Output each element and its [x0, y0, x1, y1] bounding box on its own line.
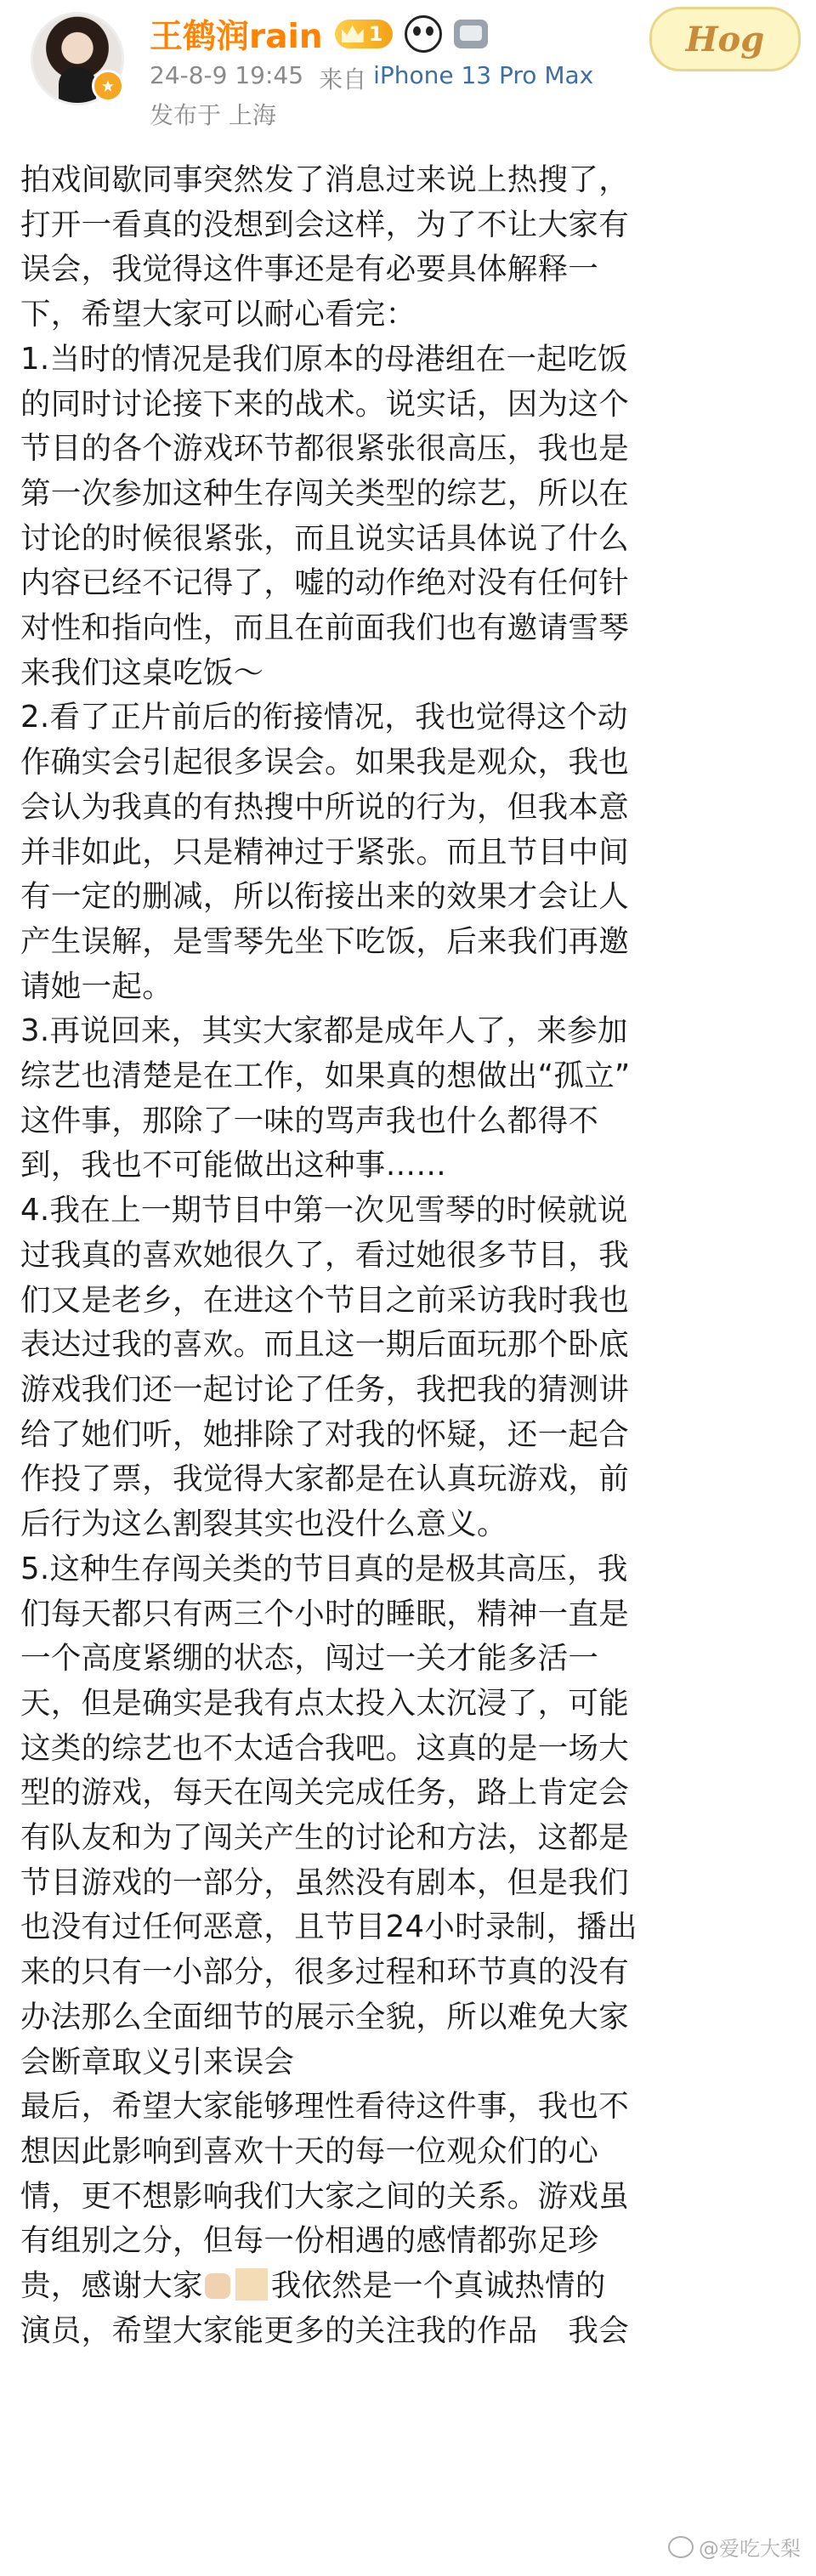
avatar-container[interactable]: [31, 12, 124, 105]
decorative-sticker: Hog: [649, 7, 801, 71]
paragraph-point-5: 5.这种生存闯关类的节目真的是极其高压，我 们每天都只有两三个小时的睡眠，精神一直是 一个高度紧绷的状态，闯过一关才能多活一 天，但是确实是我有点太投入太沉浸了，可能 这类的综艺也不太适合我吧。这真的是一场大 型的游戏，每天在闯关完成任务，路上肯定会 有队友和为了闯关产生的讨论和方法，这都是 节目游戏的一部分，虽然没有剧本，但是我们 也没有过任何恶意，且节目24小时录制，播出 来的只有一小部分，很多过程和环节真的没有 办法那么全面细节的展示全貌，所以难免大家 会断章取义引来误会: [20, 1551, 638, 2080]
watermark: [668, 2532, 801, 2562]
panda-icon[interactable]: [405, 15, 442, 53]
closing-text-c: 演员，希望大家能更多的关注我的作品: [20, 2312, 538, 2348]
closing-text-b: 我依然是一个真诚热情的: [270, 2268, 606, 2304]
closing-text-a: 贵，感谢大家: [20, 2268, 203, 2304]
paragraph-point-4: 4.我在上一期节目中第一次见雪琴的时候就说 过我真的喜欢她很久了，看过她很多节目，我 们又是老乡，在进这个节目之前采访我时我也 表达过我的喜欢。而且这一期后面玩那个卧底 游戏我们还一起讨论了任务，我把我的猜测讲 给了她们听，她排除了对我的怀疑，还一起合 作投了票，我觉得大家都是在认真玩游戏，前 后行为这么割裂其实也没什么意义。: [20, 1193, 630, 1542]
crown-icon: [342, 26, 364, 43]
paragraph-closing: [20, 2264, 797, 2353]
weibo-logo-icon: [668, 2536, 694, 2558]
post-location: 发布于 上海: [150, 101, 276, 129]
paragraph-point-3: 3.再说回来，其实大家都是成年人了，来参加 综艺也清楚是在工作，如果真的想做出“孤立” 这件事，那除了一味的骂声我也什么都得不 到，我也不可能做出这种事……: [20, 1013, 631, 1183]
source-prefix: 来自: [319, 65, 367, 94]
username[interactable]: 王鹤润rain: [150, 18, 323, 56]
paragraph-point-2: 2.看了正片前后的衔接情况，我也觉得这个动 作确实会引起很多误会。如果我是观众，我也 会认为我真的有热搜中所说的行为，但我本意 并非如此，只是精神过于紧张。而且节目中间 有一定的删减，所以衔接出来的效果才会让人 产生误解，是雪琴先坐下吃饭，后来我们再邀 请她一起。: [20, 700, 630, 1004]
level-badge[interactable]: [335, 20, 394, 48]
device-link[interactable]: iPhone 13 Pro Max: [373, 61, 594, 89]
post-meta: [150, 61, 593, 95]
level-number: 1: [368, 22, 383, 46]
paragraph-intro: 拍戏间歇同事突然发了消息过来说上热搜了， 打开一看真的没想到会这样，为了不让大家有 误会，我觉得这件事还是有必要具体解释一 下，希望大家可以耐心看完：: [20, 162, 630, 332]
paragraph-point-1: 1.当时的情况是我们原本的母港组在一起吃饭 的同时讨论接下来的战术。说实话，因为这个 节目的各个游戏环节都很紧张很高压，我也是 第一次参加这种生存闯关类型的综艺，所以在 讨论的时候很紧张，而且说实话具体说了什么 内容已经不记得了，嘘的动作绝对没有任何针 对性和指向性，而且在前面我们也有邀请雪琴 来我们这桌吃饭～: [20, 341, 630, 690]
post-content: [20, 158, 797, 2353]
paragraph-conclusion: 最后，希望大家能够理性看待这件事，我也不 想因此影响到喜欢十天的每一位观众们的心 情，更不想影响我们大家之间的关系。游戏虽 有组别之分，但每一份相遇的感情都弥足珍: [20, 2089, 630, 2259]
closing-text-d: 我会: [568, 2312, 630, 2348]
vip-star-icon: [92, 70, 124, 102]
praying-hands-icon: [205, 2273, 230, 2299]
emoji-square-icon: [235, 2268, 268, 2301]
tv-icon[interactable]: [454, 20, 488, 48]
post-timestamp: 24-8-9 19:45: [150, 61, 304, 89]
watermark-text: @爱吃大梨: [699, 2537, 801, 2561]
post-header: [0, 0, 816, 143]
name-row: [150, 12, 488, 56]
